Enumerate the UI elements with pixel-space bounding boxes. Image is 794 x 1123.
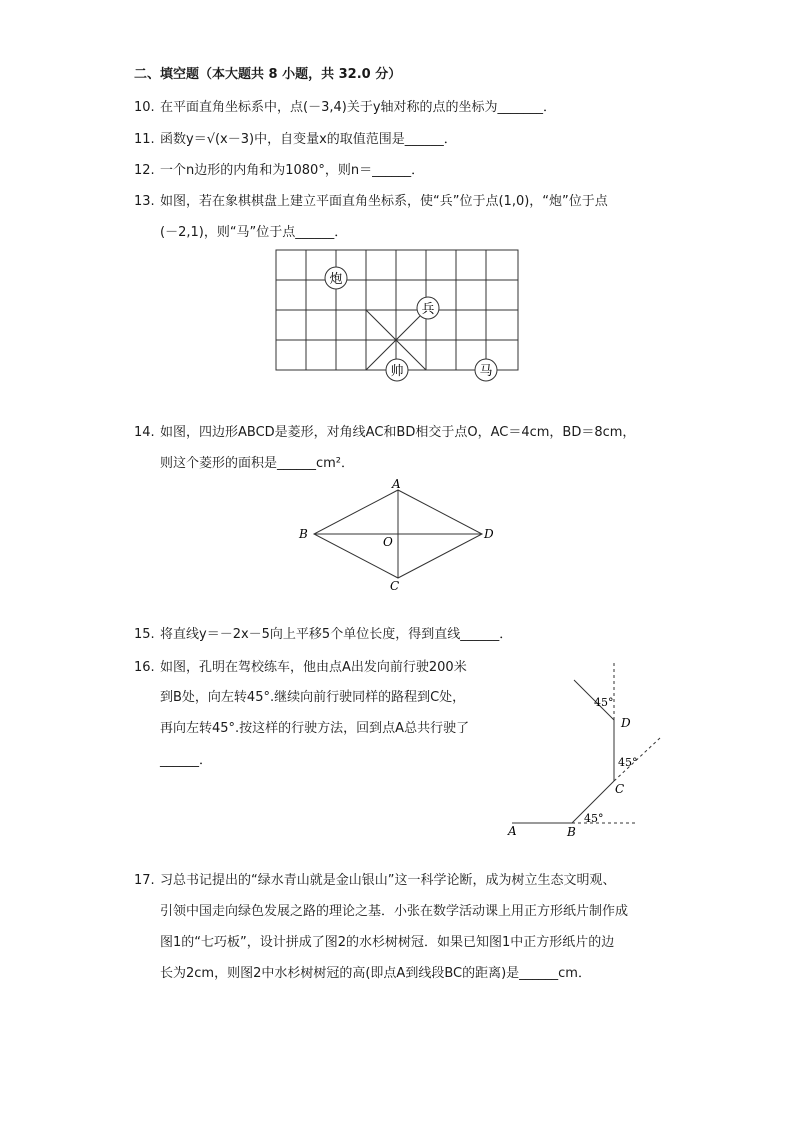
point-label-c: C [615, 782, 625, 796]
question-17-line-3: 图1的“七巧板”，设计拼成了图2的水杉树树冠．如果已知图1中正方形纸片的边 [160, 935, 615, 950]
question-text: 一个n边形的内角和为1080°，则n＝______． [160, 163, 425, 178]
question-number: 11. [134, 132, 155, 147]
chess-piece-ma [475, 359, 497, 381]
chess-piece-label: 帅 [390, 364, 404, 379]
question-13-line-2: (－2,1)，则“马”位于点______． [160, 225, 348, 240]
chess-piece-label: 炮 [329, 272, 343, 287]
question-text: 习总书记提出的“绿水青山就是金山银山”这一科学论断，成为树立生态文明观、 [160, 873, 616, 888]
question-number: 17. [134, 873, 155, 888]
chess-piece-label: 兵 [421, 302, 435, 317]
question-number: 16. [134, 660, 155, 675]
question-text: 将直线y＝－2x－5向上平移5个单位长度，得到直线______． [160, 627, 513, 642]
question-13 [134, 193, 608, 211]
question-number: 10. [134, 100, 155, 115]
question-number: 12. [134, 163, 155, 178]
point-label-b: B [567, 825, 576, 839]
point-label-a: A [508, 824, 517, 838]
question-17-line-4: 长为2cm，则图2中水杉树树冠的高(即点A到线段BC的距离)是______cm． [160, 966, 591, 981]
chess-piece-bing [417, 297, 439, 319]
center-label-o: O [383, 535, 393, 549]
question-16-line-4: ______． [160, 753, 213, 768]
question-16-line-3: 再向左转45°.按这样的行驶方法，回到点A总共行驶了 [160, 721, 470, 736]
question-11 [134, 131, 457, 149]
question-number: 15. [134, 627, 155, 642]
chess-piece-pao [325, 267, 347, 289]
vertex-label-a: A [392, 477, 401, 491]
point-label-d: D [621, 716, 631, 730]
question-10 [134, 99, 556, 117]
vertex-label-b: B [299, 527, 308, 541]
question-17-line-2: 引领中国走向绿色发展之路的理论之基．小张在数学活动课上用正方形纸片制作成 [160, 904, 629, 919]
angle-label-c: 45° [618, 756, 638, 769]
question-text: 如图，孔明在驾校练车，他由点A出发向前行驶200米 [160, 660, 467, 675]
question-15 [134, 626, 512, 644]
question-16 [134, 659, 467, 677]
driving-path-figure [500, 656, 670, 842]
question-14 [134, 424, 635, 442]
rhombus-figure [290, 474, 510, 596]
question-17 [134, 872, 615, 890]
question-text: 函数y＝√(x－3)中，自变量x的取值范围是______． [160, 132, 457, 147]
angle-label-b: 45° [584, 812, 604, 825]
chess-piece-label: 马 [479, 364, 493, 379]
vertex-label-d: D [484, 527, 494, 541]
question-text: 如图，四边形ABCD是菱形，对角线AC和BD相交于点O，AC＝4cm，BD＝8cm， [160, 425, 636, 440]
chess-piece-shuai [386, 359, 408, 381]
chessboard-figure [270, 246, 526, 386]
section-header: 二、填空题（本大题共 8 小题，共 32.0 分） [134, 67, 402, 82]
question-16-line-2: 到B处，向左转45°.继续向前行驶同样的路程到C处， [160, 690, 466, 705]
question-number: 14. [134, 425, 155, 440]
question-12 [134, 162, 424, 180]
angle-label-d: 45° [594, 696, 614, 709]
question-text: 如图，若在象棋棋盘上建立平面直角坐标系，使“兵”位于点(1,0)，“炮”位于点 [160, 194, 608, 209]
question-number: 13. [134, 194, 155, 209]
question-14-line-2: 则这个菱形的面积是______cm²． [160, 456, 355, 471]
vertex-label-c: C [390, 579, 400, 593]
question-text: 在平面直角坐标系中，点(－3,4)关于y轴对称的点的坐标为_______． [160, 100, 557, 115]
